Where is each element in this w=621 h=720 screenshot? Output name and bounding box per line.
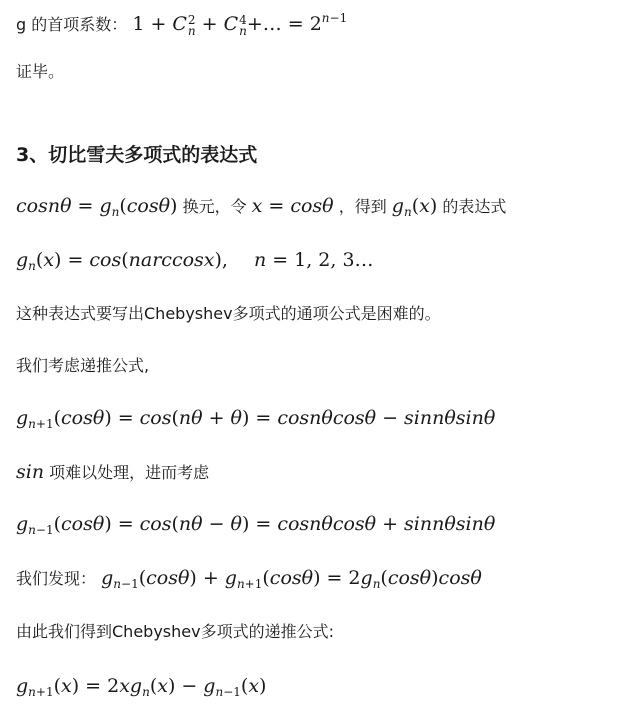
leading-coefficient-formula: 1 + C 2 n + C 4 n +… = $2^{n-1}$	[132, 11, 348, 38]
leading-coefficient-line	[16, 6, 347, 37]
found-line	[16, 566, 482, 596]
section-title: 3、切比雪夫多项式的表达式	[16, 144, 258, 166]
sin-term-text: 项难以处理，进而考虑	[49, 463, 210, 482]
cos-n-theta-formula: $\cos n\theta = g_n(\cos\theta)$	[16, 195, 178, 219]
substitution-line	[16, 194, 506, 224]
x-equals-cos-formula: x = cosθ	[251, 195, 334, 217]
recurrence-paragraph: 由此我们得到Chebyshev多项式的递推公式:	[16, 622, 334, 641]
sin-symbol: sin	[16, 461, 45, 483]
found-text: 我们发现：	[16, 569, 97, 588]
leading-coefficient-label: g 的首项系数：	[16, 15, 128, 34]
recurrence-formula: $g_{n+1}(x) = 2xg_n(x) - g_{n-1}(x)$	[16, 675, 267, 699]
difficulty-paragraph: 这种表达式要写出Chebyshev多项式的通项公式是困难的。	[16, 304, 441, 323]
gn-x-formula: $g_n(x)$	[391, 195, 438, 219]
gn-definition-formula: $g_n(x) = \cos(narccosx)$, n = 1, 2, 3…	[16, 249, 374, 273]
proof-end-text: 证毕。	[16, 62, 65, 81]
g-n-plus-1-formula: $g_{n+1}(\cos\theta) = \cos(n\theta + \theta) = \cos n\theta\cos\theta - \sin n\theta\sin\theta$	[16, 407, 496, 431]
sin-term-line	[16, 460, 209, 485]
consider-paragraph: 我们考虑递推公式,	[16, 356, 150, 375]
g-n-minus-1-formula: $g_{n-1}(\cos\theta) = \cos(n\theta - \theta) = \cos n\theta\cos\theta + \sin n\theta\sin\theta$	[16, 513, 496, 537]
found-formula: $g_{n-1}(\cos\theta) + g_{n+1}(\cos\theta) = 2g_n(\cos\theta)\cos\theta$	[101, 567, 482, 591]
substitution-text-1: 换元，令	[182, 197, 247, 216]
substitution-text-3: 的表达式	[442, 197, 507, 216]
substitution-text-2: ，得到	[338, 197, 387, 216]
